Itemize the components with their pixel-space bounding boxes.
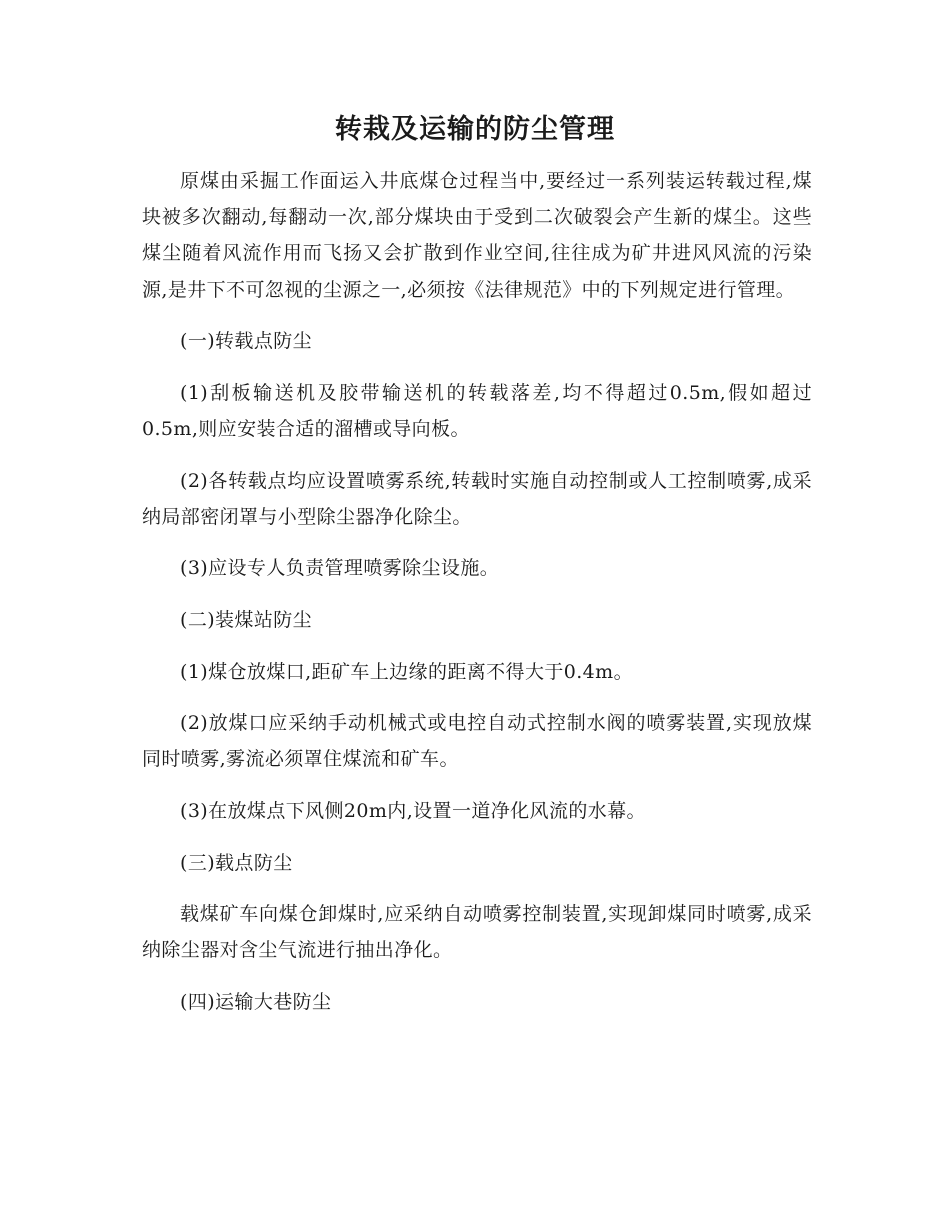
section-heading-loading-station: (二)装煤站防尘 xyxy=(180,608,313,631)
section-heading-transfer-point: (一)转载点防尘 xyxy=(180,330,313,353)
document-body xyxy=(142,163,812,1036)
list-item-transfer-3: (3)应设专人负责管理喷雾除尘设施。 xyxy=(180,557,500,580)
section-heading-main-roadway: (四)运输大巷防尘 xyxy=(180,990,332,1013)
list-item-transfer-1: (1)刮板输送机及胶带输送机的转载落差,均不得超过0.5m,假如超过0.5m,则应安装合适的溜槽或导向板。 xyxy=(142,381,812,440)
load-point-paragraph: 载煤矿车向煤仓卸煤时,应采纳自动喷雾控制装置,实现卸煤同时喷雾,成采纳除尘器对含尘气流进行抽出净化。 xyxy=(142,903,812,962)
list-item-loading-3: (3)在放煤点下风侧20m内,设置一道净化风流的水幕。 xyxy=(180,799,646,822)
intro-paragraph: 原煤由采掘工作面运入井底煤仓过程当中,要经过一系列装运转载过程,煤块被多次翻动,每翻动一次,部分煤块由于受到二次破裂会产生新的煤尘。这些煤尘随着风流作用而飞扬又会扩散到作业空间,往往成为矿井进风风流的污染源,是井下不可忽视的尘源之一,必须按《法律规范》中的下列规定进行管理。 xyxy=(142,170,812,301)
document-title: 转栽及运输的防尘管理 xyxy=(335,114,615,145)
list-item-transfer-2: (2)各转载点均应设置喷雾系统,转载时实施自动控制或人工控制喷雾,成采纳局部密闭罩与小型除尘器净化除尘。 xyxy=(142,469,812,528)
section-heading-load-point: (三)载点防尘 xyxy=(180,851,293,874)
list-item-loading-1: (1)煤仓放煤口,距矿车上边缘的距离不得大于0.4m。 xyxy=(180,660,633,683)
list-item-loading-2: (2)放煤口应采纳手动机械式或电控自动式控制水阀的喷雾装置,实现放煤同时喷雾,雾流必须罩住煤流和矿车。 xyxy=(142,712,812,771)
